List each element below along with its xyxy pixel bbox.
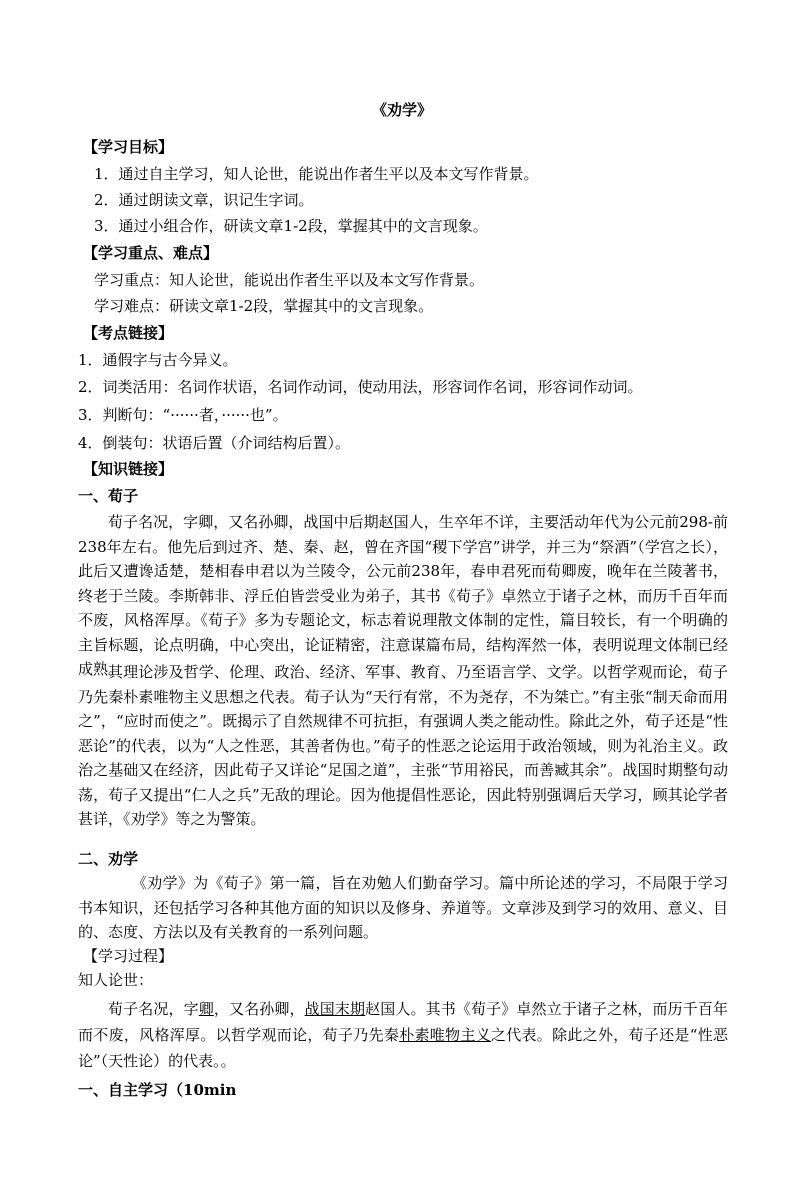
page-title: 《劝学》 (372, 101, 433, 119)
process-heading: 【学习过程】 (83, 947, 174, 965)
objective-item: 2．通过朗读文章，识记生字词。 (94, 191, 314, 209)
xunzi-heading: 一、荀子 (78, 487, 139, 505)
process-text: 赵国人。其书《荀子》卓然立于诸子之林，而历千百年而不废，风格浑厚。以哲学观而论，荀子乃先秦 (78, 1000, 728, 1044)
difficulty-text: 学习难点：研读文章1-2段，掌握其中的文言现象。 (94, 297, 434, 315)
exam-item: 2．词类活用：名词作状语，名词作动词，使动用法，形容词作名词，形容词作动词。 (78, 378, 643, 396)
quanxue-heading: 二、劝学 (78, 850, 139, 868)
objective-item: 1．通过自主学习，知人论世，能说出作者生平以及本文写作背景。 (94, 165, 539, 183)
quanxue-paragraph: 《劝学》为《荀子》第一篇，旨在劝勉人们勤奋学习。篇中所论述的学习，不局限于学习书本知识，还包括学习各种其他方面的知识以及修身、养道等。文章涉及到学习的效用、意义、目的、态度、方法以及有关教育的一系列问题。 (78, 874, 728, 941)
underlined-text: 卿 (198, 1000, 214, 1018)
focus-text: 学习重点：知人论世，能说出作者生平以及本文写作背景。 (94, 271, 485, 289)
exam-item: 1．通假字与古今异义。 (78, 351, 238, 369)
process-text: 之代表。除此之外，荀子还是“性恶论”（天性论）的代表。。 (78, 1026, 728, 1070)
exam-item: 4．倒装句：状语后置（介词结构后置）。 (78, 434, 351, 452)
keypoints-heading: 【学习重点、难点】 (83, 244, 219, 262)
exam-item: 3．判断句：“······者，······也”。 (78, 406, 288, 424)
self-study-heading: 一、自主学习（10min (78, 1081, 237, 1099)
objective-item: 3．通过小组合作，研读文章1-2段，掌握其中的文言现象。 (94, 217, 488, 235)
process-subheading: 知人论世： (78, 971, 154, 989)
xunzi-paragraph-2: 其理论涉及哲学、伦理、政治、经济、军事、教育、乃至语言学、文学。以哲学观而论，荀子乃先秦朴素唯物主义思想之代表。荀子认为“天行有常，不为尧存，不为桀亡。”有主张“制天命而用之”，“应时而使之”。既揭示了自然规律不可抗拒，有强调人类之能动性。除此之外，荀子还是“性恶论”的代表，以为“人之性恶，其善者伪也。”荀子的性恶之论运用于政治领域，则为礼治主义。政治之基础又在经济，因此荀子又详论“足国之道”，主张“节用裕民，而善臧其余”。战国时期整句动荡，荀子又提出“仁人之兵”无敌的理论。因为他提倡性恶论，因此特别强调后天学习，顾其论学者甚详，《劝学》等之为警策。 (78, 663, 728, 828)
knowledge-heading: 【知识链接】 (83, 460, 174, 478)
objectives-heading: 【学习目标】 (83, 138, 174, 156)
process-text: ，又名孙卿， (213, 1000, 305, 1018)
process-text: 荀子名况，字 (108, 1000, 199, 1018)
process-paragraph (78, 996, 728, 1074)
exam-heading: 【考点链接】 (83, 324, 174, 342)
underlined-text: 战国末期 (304, 1000, 366, 1018)
underlined-text: 朴素唯物主义 (399, 1026, 491, 1044)
xunzi-paragraph-1: 荀子名况，字卿，又名孙卿，战国中后期赵国人，生卒年不详，主要活动年代为公元前298-前238年左右。他先后到过齐、楚、秦、赵，曾在齐国“稷下学宫”讲学，并三为“祭酒”（学宫之长），此后又遭谗适楚，楚相春申君以为兰陵令，公元前238年，春申君死而荀卿废，晚年在兰陵著书，终老于兰陵。李斯韩非、浮丘伯皆尝受业为弟子，其书《荀子》卓然立于诸子之林，而历千百年而不废，风格浑厚。《荀子》多为专题论文，标志着说理散文体制的定性，篇目较长，有一个明确的主旨标题，论点明确，中心突出，论证精密，注意谋篇布局，结构浑然一体，表明说理文体制已经成熟。 (78, 513, 728, 678)
